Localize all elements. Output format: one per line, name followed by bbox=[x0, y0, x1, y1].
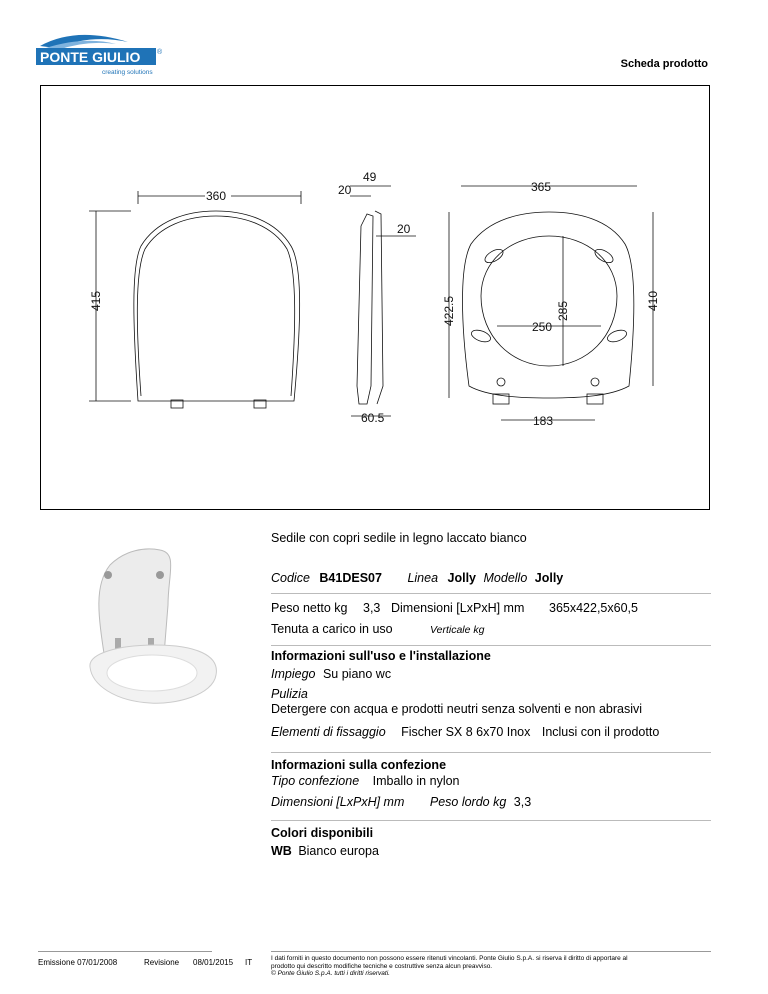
footer-divider bbox=[271, 951, 711, 952]
divider bbox=[271, 820, 711, 821]
pulizia-label: Pulizia bbox=[271, 687, 308, 701]
product-photo bbox=[80, 545, 230, 710]
tenuta-value: Verticale kg bbox=[430, 624, 485, 636]
disclaimer-line-2: prodotto qui descritto modifiche tecniche e costruttive senza alcun preavviso. bbox=[271, 962, 493, 970]
pulizia-value: Detergere con acqua e prodotti neutri senza solventi e non abrasivi bbox=[271, 702, 643, 716]
linea-value: Jolly bbox=[447, 571, 477, 585]
tenuta-label: Tenuta a carico in uso bbox=[271, 622, 393, 636]
impiego-row bbox=[271, 667, 391, 681]
color-code: WB bbox=[271, 844, 292, 858]
color-name: Bianco europa bbox=[298, 844, 379, 858]
peso-label: Peso netto kg bbox=[271, 601, 348, 615]
footer-disclaimer bbox=[271, 955, 711, 978]
dim-plan-height-left: 422.5 bbox=[442, 295, 456, 326]
dim-label: Dimensioni [LxPxH] mm bbox=[391, 601, 525, 615]
logo-swoosh-icon bbox=[36, 32, 164, 76]
dim-front-width: 360 bbox=[206, 189, 227, 203]
tipo-label: Tipo confezione bbox=[271, 774, 360, 788]
modello-label: Modello bbox=[483, 571, 528, 585]
dim-plan-inner-w: 250 bbox=[532, 320, 553, 334]
dim-front-height: 415 bbox=[89, 290, 103, 311]
fissaggio-note: Inclusi con il prodotto bbox=[541, 725, 660, 739]
plan-view bbox=[442, 180, 660, 428]
divider bbox=[271, 593, 711, 594]
uso-title: Informazioni sull'uso e l'installazione bbox=[271, 649, 491, 663]
dim-side-top: 49 bbox=[363, 170, 377, 184]
dim-plan-hinge: 183 bbox=[533, 414, 554, 428]
footer-revisione-date: 08/01/2015 bbox=[193, 958, 234, 967]
divider bbox=[271, 645, 711, 646]
conf-dim-label: Dimensioni [LxPxH] mm bbox=[271, 795, 405, 809]
tipo-row bbox=[271, 774, 460, 788]
conf-peso-value: 3,3 bbox=[513, 795, 532, 809]
technical-drawing bbox=[40, 85, 710, 510]
linea-label: Linea bbox=[407, 571, 439, 585]
fissaggio-label: Elementi di fissaggio bbox=[271, 725, 386, 739]
dim-plan-height-right: 410 bbox=[646, 290, 660, 311]
logo-tagline: creating solutions bbox=[102, 69, 153, 76]
dim-plan-inner-h: 285 bbox=[556, 300, 570, 321]
codice-label: Codice bbox=[271, 571, 310, 585]
side-view bbox=[338, 170, 416, 425]
front-view bbox=[89, 189, 301, 408]
dim-side-bottom: 60.5 bbox=[361, 411, 385, 425]
dim-plan-width: 365 bbox=[531, 180, 552, 194]
doc-type-label: Scheda prodotto bbox=[620, 58, 708, 70]
dim-side-right: 20 bbox=[397, 222, 411, 236]
tipo-value: Imballo in nylon bbox=[372, 774, 460, 788]
dim-value: 365x422,5x60,5 bbox=[549, 601, 638, 615]
fissaggio-row bbox=[271, 725, 659, 739]
codice-row bbox=[271, 571, 563, 585]
footer-emissione: Emissione 07/01/2008 bbox=[38, 958, 118, 967]
footer-revisione-label: Revisione bbox=[144, 958, 180, 967]
impiego-label: Impiego bbox=[271, 667, 316, 681]
conf-dim-row bbox=[271, 795, 531, 809]
conf-peso-label: Peso lordo kg bbox=[429, 795, 507, 809]
product-description: Sedile con copri sedile in legno laccato bianco bbox=[271, 531, 527, 545]
peso-value: 3,3 bbox=[363, 601, 381, 615]
brand-logo bbox=[36, 32, 164, 76]
impiego-value: Su piano wc bbox=[322, 667, 392, 681]
colori-title: Colori disponibili bbox=[271, 826, 374, 840]
modello-value: Jolly bbox=[534, 571, 564, 585]
fissaggio-value: Fischer SX 8 6x70 Inox bbox=[401, 725, 531, 739]
disclaimer-line-1: I dati forniti in questo documento non possono essere ritenuti vincolanti. Ponte Giulio S.p.A. si riserva il diritto di apportare al bbox=[271, 955, 628, 962]
codice-value: B41DES07 bbox=[319, 571, 382, 585]
logo-registered: ® bbox=[157, 49, 163, 56]
footer-lang: IT bbox=[245, 958, 253, 967]
color-row bbox=[271, 844, 379, 858]
logo-name: PONTE GIULIO bbox=[40, 49, 141, 65]
confezione-title: Informazioni sulla confezione bbox=[271, 758, 447, 772]
disclaimer-line-3: © Ponte Giulio S.p.A. tutti i diritti riservati. bbox=[271, 970, 390, 977]
dim-side-left: 20 bbox=[338, 183, 352, 197]
footer-divider bbox=[38, 951, 212, 952]
divider bbox=[271, 752, 711, 753]
